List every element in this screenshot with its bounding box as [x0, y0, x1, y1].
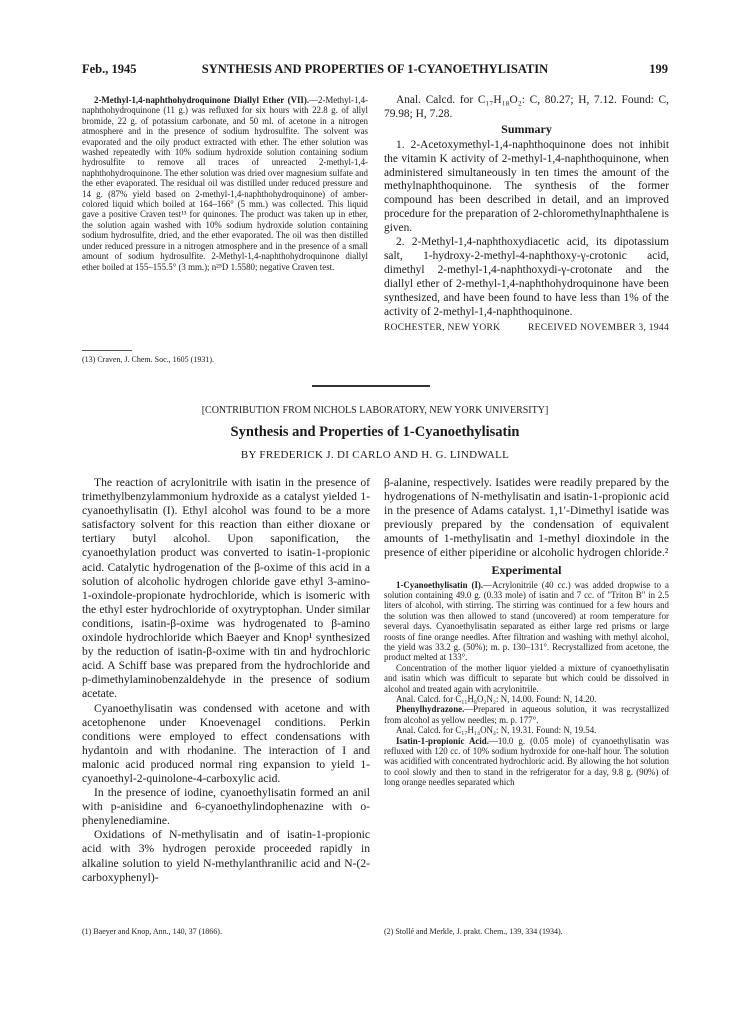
intro-paragraph-1: The reaction of acrylonitrile with isatin in the presence of trimethylbenzylammonium hydroxide as a catalyst yielded 1-cyanoethylisatin (I). Ethyl alcohol was found to be a more satisfactory solvent for this reaction than either dioxane or tertiary butyl alcohol. Upon saponification, the cyanoethylation product was converted to isatin-1-propionic acid. Catalytic hydrogenation of the β-oxime of this acid in a solution of alcoholic hydrogen chloride gave ethyl 3-amino-1-oxindole-propionate hydrochloride, which is isomeric with the ethyl ester hydrochloride of oxytryptophan. Under similar conditions, isatin-β-oxime was hydrogenated to β-amino oxindole hydrochloride which Baeyer and Knop¹ synthesized by the reduction of isatin-β-oxime with tin and hydrochloric acid. A Schiff base was prepared from the hydrochloride and p-dimethylaminobenzaldehyde in the presence of sodium acetate.	[82, 476, 370, 701]
article-title: Synthesis and Properties of 1-Cyanoethylisatin	[230, 424, 520, 440]
compound-heading: 1-Cyanoethylisatin (I).	[396, 579, 484, 590]
experimental-paragraph-4	[384, 736, 669, 788]
intro-paragraph-3: In the presence of iodine, cyanoethylisatin formed an anil with p-anisidine and 6-cyanoethylindophenazine with o-phenylenediamine.	[82, 786, 370, 828]
signature-line	[384, 322, 669, 336]
signature-received: RECEIVED NOVEMBER 3, 1944	[527, 322, 669, 333]
continuation-paragraph: β-alanine, respectively. Isatides were readily prepared by the hydrogenations of N-methylisatin and isatin-1-propionic acid in the presence of Adams catalyst. 1,1′-Dimethyl isatide was previously prepared by the condensation of equivalent amounts of 1-methylisatin and 1-methyl dioxindole in the presence of either piperidine or alcoholic hydrogen chloride.²	[384, 476, 669, 560]
summary-heading: Summary	[501, 121, 552, 136]
footnote-2: (2) Stollé and Merkle, J. prakt. Chem., 139, 334 (1934).	[384, 927, 563, 936]
article-right-column	[384, 476, 669, 788]
compound-heading: Isatin-1-propionic Acid.	[396, 735, 489, 746]
experimental-paragraph-2: Concentration of the mother liquor yielded a mixture of cyanoethylisatin and isatin which was difficult to separate but which could be dissolved in alcohol and treated again with acrylonitrile.	[384, 662, 669, 694]
article-separator-rule	[312, 385, 430, 387]
footnote-13: (13) Craven, J. Chem. Soc., 1605 (1931).	[82, 355, 214, 364]
summary-item-2: 2. 2-Methyl-1,4-naphthoxydiacetic acid, its dipotassium salt, 1-hydroxy-2-methyl-4-naphthoxy-γ-crotonic acid, dimethyl 2-methyl-1,4-naphthoxydi-γ-crotonate and the diallyl ether of 2-methyl-1,4-naphthohydroquinone have been synthesized, and have been found to have less than 1% of the activity of 2-methyl-1,4-naphthoquinone.	[384, 236, 669, 318]
paragraph-text: —10.0 g. (0.05 mole) of cyanoethylisatin was refluxed with 120 cc. of 10% sodium hydroxide for one-half hour. The solution was acidified with concentrated hydrochloric acid. By allowing the hot solution to cool slowly and then to stand in the refrigerator for a day, 9.8 g. (90%) of long orange needles separated which	[384, 735, 669, 788]
paragraph-text: —Prepared in aqueous solution, it was recrystallized from alcohol as yellow needles; m. p. 177°.	[384, 704, 669, 725]
footnote-rule	[82, 350, 132, 351]
header-date: Feb., 1945	[82, 62, 137, 76]
running-header	[82, 62, 668, 80]
analysis-line-2: Anal. Calcd. for C₁₇H₁₄ON₄: N, 19.31. Found: N, 19.54.	[396, 725, 597, 736]
article-byline: BY FREDERICK J. DI CARLO AND H. G. LINDWALL	[240, 449, 510, 461]
previous-article-left-column	[82, 95, 368, 272]
header-running-title: SYNTHESIS AND PROPERTIES OF 1-CYANOETHYLISATIN	[201, 62, 549, 76]
paragraph-text: —Acrylonitrile (40 cc.) was added dropwise to a solution containing 49.0 g. (0.33 mole) of isatin and 7 cc. of "Triton B" in 2.5 liters of alcohol, with stirring. The stirring was continued for a few hours and the solution was then allowed to stand (uncovered) at room temperature for several days. Cyanoethylisatin separated as either large red prisms or large roosts of fine orange needles. After filtration and washing with methyl alcohol, the yield was 33.2 g. (50%); m. p. 130–131°. Recrystallized from acetone, the product melted at 133°.	[384, 579, 669, 663]
compound-heading: Phenylhydrazone.	[396, 704, 465, 715]
experimental-heading: Experimental	[491, 562, 562, 577]
analysis-line: Anal. Calcd. for C₁₇H₁₈O₂: C, 80.27; H, 7.12. Found: C, 79.98; H, 7.28.	[384, 94, 669, 120]
analysis-line-1: Anal. Calcd. for C₁₁H₈O₂N₂: N, 14.00. Found: N, 14.20.	[396, 694, 597, 705]
intro-paragraph-4: Oxidations of N-methylisatin and of isatin-1-propionic acid with 3% hydrogen peroxide proceeded rapidly in alkaline solution to yield N-methylanthranilic acid and N-(2-carboxyphenyl)-	[82, 828, 370, 884]
intro-paragraph-2: Cyanoethylisatin was condensed with acetone and with acetophenone under Knoevenagel conditions. Perkin conditions were employed to effect condensations with hydantoin and with rhodanine. The interaction of I and malonic acid produced normal ring expansion to yield 1-cyanoethyl-2-quinolone-4-carboxylic acid.	[82, 701, 370, 785]
summary-item-1: 1. 2-Acetoxymethyl-1,4-naphthoquinone does not inhibit the vitamin K activity of 2-methyl-1,4-naphthoquinone, when administered simultaneously in ten times the amount of the methylnaphthoquinone. The synthesis of the former compound has been described in detail, and an improved procedure for the preparation of 2-chloromethylnaphthalene is given.	[384, 138, 669, 235]
previous-article-right-column	[384, 94, 669, 335]
header-page-number: 199	[649, 62, 668, 76]
signature-location: ROCHESTER, NEW YORK	[384, 322, 501, 333]
experimental-paragraph-1	[384, 580, 669, 663]
article-left-column	[82, 476, 370, 885]
compound-heading: 2-Methyl-1,4-naphthohydroquinone Diallyl Ether (VII).	[94, 95, 310, 105]
contribution-line: [CONTRIBUTION FROM NICHOLS LABORATORY, NEW YORK UNIVERSITY]	[201, 405, 549, 416]
footnote-1: (1) Baeyer and Knop, Ann., 140, 37 (1866).	[82, 927, 222, 936]
experimental-paragraph	[82, 95, 368, 272]
experimental-paragraph-3	[384, 704, 669, 725]
paragraph-text: —2-Methyl-1,4-naphthohydroquinone (11 g.) was refluxed for six hours with 22.8 g. of allyl bromide, 22 g. of potassium carbonate, and 50 ml. of acetone in a nitrogen atmosphere and in the presence of sodium hydrosulfite. The solvent was evaporated and the oily product extracted with ether. The ether solution was washed repeatedly with 10% sodium hydroxide solution containing sodium hydrosulfite to remove all traces of unreacted 2-methyl-1,4-naphthohydroquinone. The ether solution was dried over magnesium sulfate and the ether evaporated. The residual oil was distilled under reduced pressure and 14 g. (87% yield based on 2-methyl-1,4-naphthohydroquinone) of amber-colored liquid which boiled at 164–166° (5 mm.) was collected. This liquid gave a positive Craven test¹³ for quinones. The product was taken up in ether, the solution again washed with 10% sodium hydroxide solution containing sodium hydrosulfite, dried, and the ether evaporated. The oil was then distilled under reduced pressure in a nitrogen atmosphere and in the presence of a small amount of sodium hydrosulfite. 2-Methyl-1,4-naphthohydroquinone diallyl ether boiled at 155–155.5° (3 mm.); n²⁵D 1.5580; negative Craven test.	[82, 95, 368, 272]
